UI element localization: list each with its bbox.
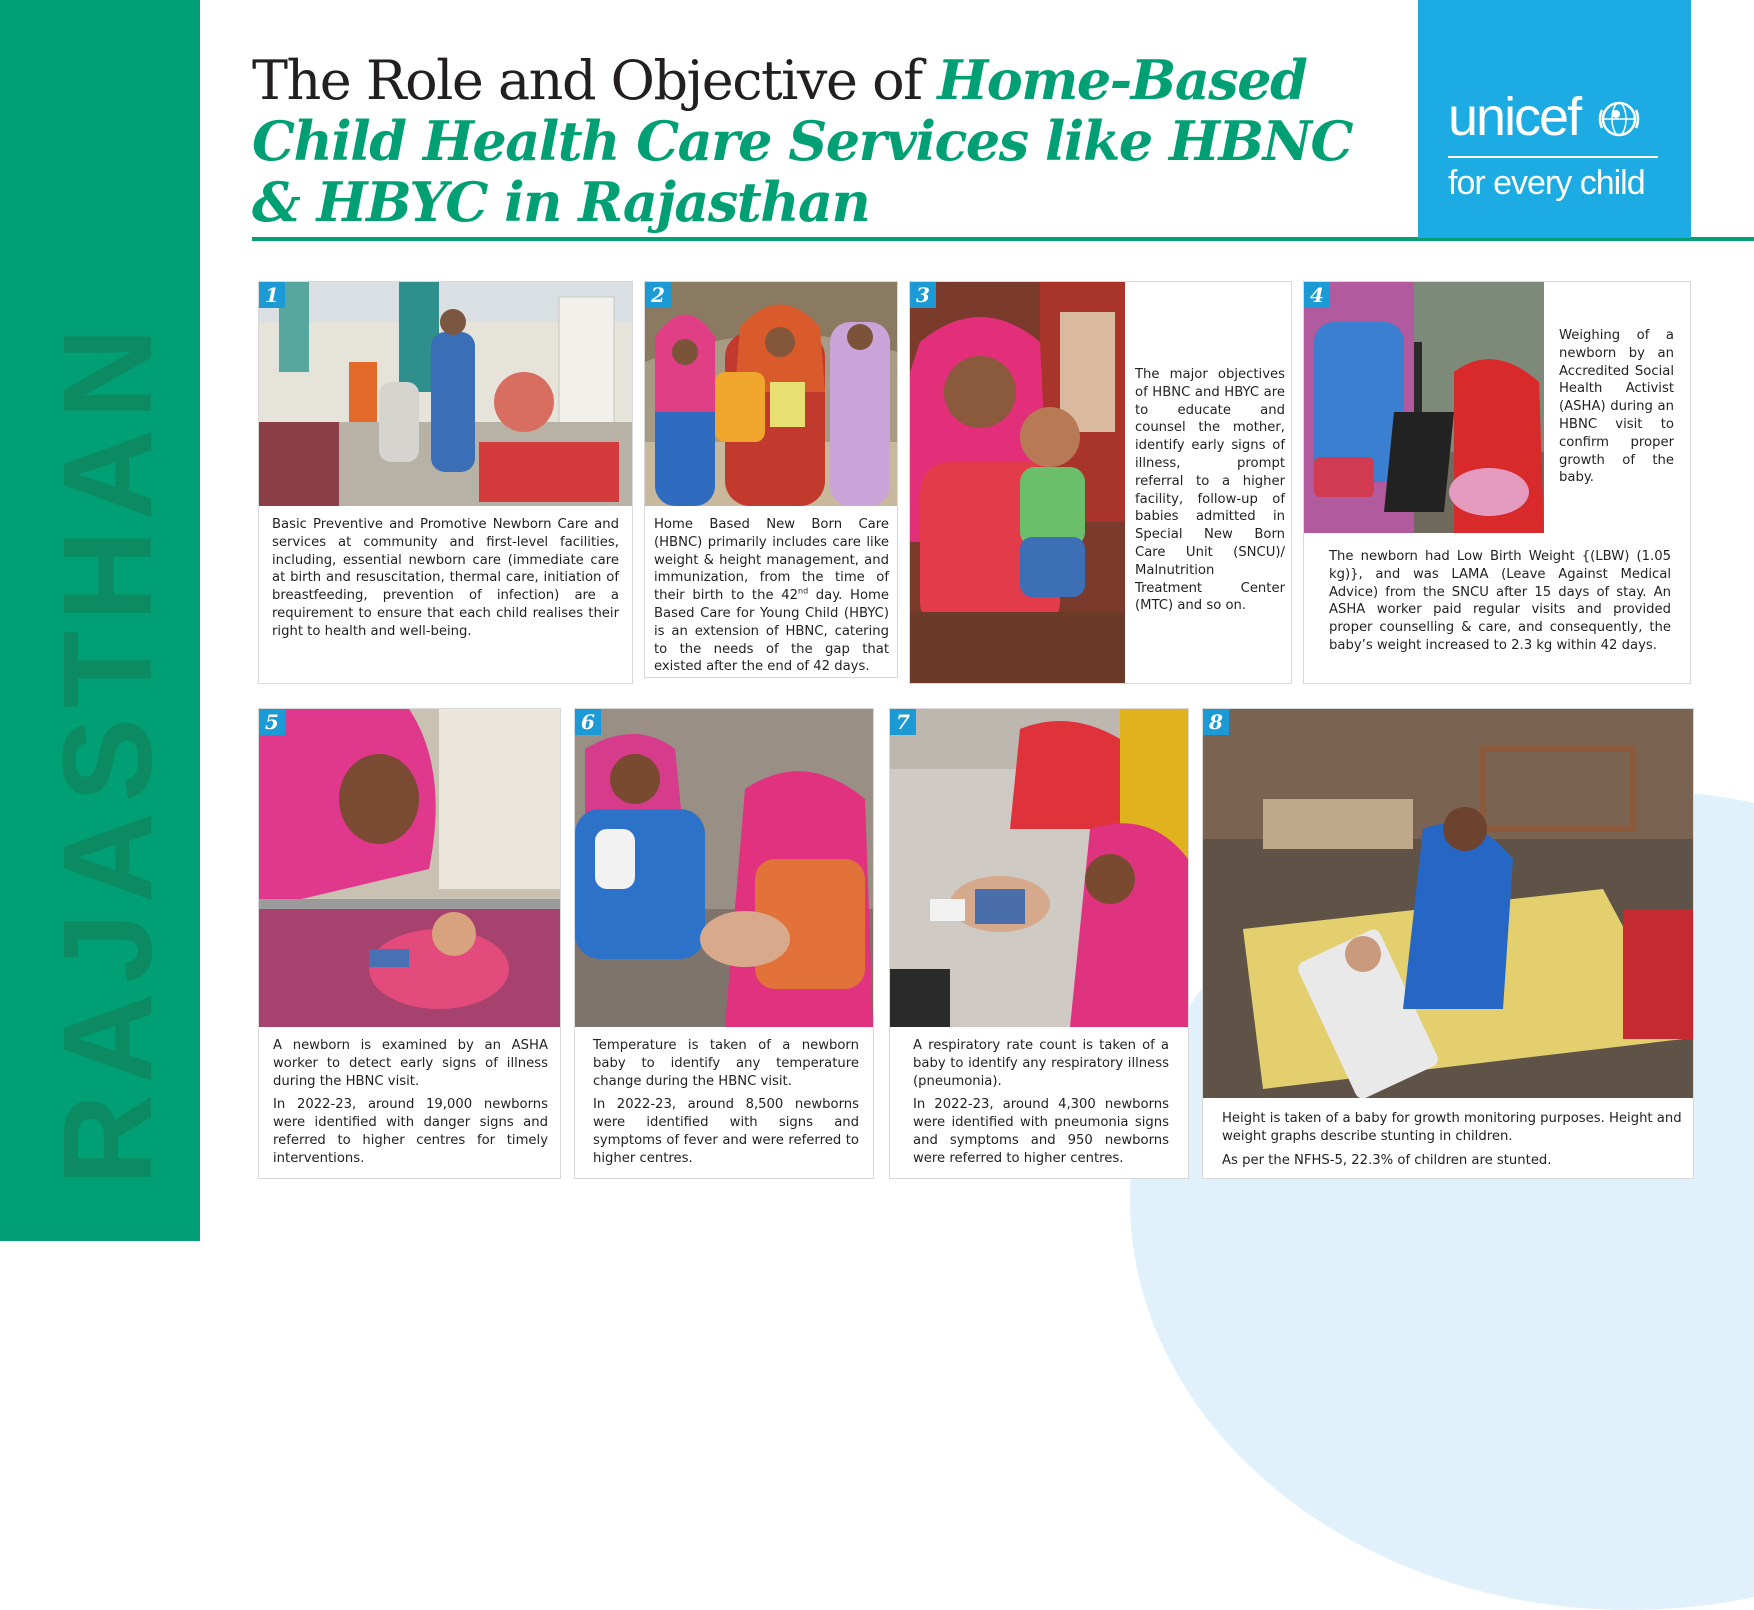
card-3-paragraph-1: The major objectives of HBNC and HBYC are to educate and counsel the mother, identify early signs of illness, prompt referral to a higher facility, follow-up of babies admitted in Special New Born Care Unit (SNCU)/ Malnutrition Treatment Center (MTC) and so on. — [1135, 367, 1285, 614]
page-title — [252, 50, 1402, 233]
card-1-text — [272, 516, 619, 647]
card-8 — [1202, 708, 1694, 1179]
unicef-emblem-icon — [1596, 96, 1642, 142]
card-7-paragraph-2: In 2022-23, around 4,300 newborns were identified with pneumonia signs and symptoms and 950 newborns were referred to higher centres. — [913, 1097, 1169, 1166]
height-measurement-photo — [1203, 709, 1693, 1098]
title-highlight: Home-Based Child Health Care Services like HBNC & HBYC in Rajasthan — [252, 48, 1353, 234]
card-4-paragraph-1: The newborn had Low Birth Weight {(LBW) (1.05 kg)}, and was LAMA (Leave Against Medical Advice) from the SNCU after 15 days of stay. An ASHA worker paid regular visits and provided proper counselling & care, and consequently, the baby’s weight increased to 2.3 kg within 42 days. — [1329, 549, 1671, 653]
title-plain: The Role and Objective of — [252, 49, 938, 112]
sidebar-label: RAJASTHAN — [37, 317, 178, 1185]
card-7-text — [913, 1037, 1169, 1174]
card-5 — [258, 708, 561, 1179]
mother-with-toddler-photo — [910, 282, 1125, 683]
card-2 — [644, 281, 898, 678]
card-8-number: 8 — [1203, 709, 1229, 735]
card-2-paragraph-1 — [654, 516, 889, 676]
card-4-number: 4 — [1304, 282, 1330, 308]
card-1-paragraph-1: Basic Preventive and Promotive Newborn Care and services at community and first-level facilities, including, essential newborn care (immediate care at birth and resuscitation, thermal care, initiation of breastfeeding, prevention of infection) are a requirement to ensure that each child realises their right to health and well-being. — [272, 517, 619, 639]
card-2-text — [654, 516, 889, 682]
card-2-text-superscript: nd — [798, 586, 809, 596]
card-5-paragraph-2: In 2022-23, around 19,000 newborns were identified with danger signs and referred to higher centres for timely interventions. — [273, 1097, 548, 1166]
card-4-caption — [1559, 327, 1674, 493]
card-6 — [574, 708, 874, 1179]
temperature-check-photo — [575, 709, 873, 1027]
respiratory-count-photo — [890, 709, 1188, 1027]
card-8-text — [1222, 1110, 1682, 1175]
asha-weighing-newborn-photo — [1304, 282, 1544, 533]
asha-examining-newborn-photo — [259, 709, 560, 1027]
card-2-text-end: day. Home Based Care for Young Child (HBYC) is an extension of HBNC, catering to the needs of the gap that existed after the end of 42 days. — [654, 588, 889, 675]
card-6-text — [593, 1037, 859, 1174]
card-4-text — [1329, 548, 1671, 661]
card-5-number: 5 — [259, 709, 285, 735]
card-7-paragraph-1: A respiratory rate count is taken of a baby to identify any respiratory illness (pneumonia). — [913, 1038, 1169, 1089]
card-3-number: 3 — [910, 282, 936, 308]
card-6-paragraph-1: Temperature is taken of a newborn baby to identify any temperature change during the HBNC visit. — [593, 1038, 859, 1089]
card-7 — [889, 708, 1189, 1179]
logo-wordmark: unicef — [1448, 87, 1581, 147]
card-5-paragraph-1: A newborn is examined by an ASHA worker to detect early signs of illness during the HBNC visit. — [273, 1038, 548, 1089]
card-4-caption-text: Weighing of a newborn by an Accredited Social Health Activist (ASHA) during an HBNC visit to confirm proper growth of the baby. — [1559, 328, 1674, 486]
card-1-number: 1 — [259, 282, 285, 308]
card-2-number: 2 — [645, 282, 671, 308]
mothers-with-child-photo — [645, 282, 897, 506]
card-8-paragraph-1: Height is taken of a baby for growth monitoring purposes. Height and weight graphs describe stunting in children. — [1222, 1111, 1682, 1144]
sidebar — [0, 0, 200, 1241]
card-2-text-start: Home Based New Born Care (HBNC) primarily includes care like weight & height management, and immunization, from the time of their birth to the 42 — [654, 517, 889, 604]
card-7-number: 7 — [890, 709, 916, 735]
newborn-care-ward-photo — [259, 282, 632, 506]
card-5-text — [273, 1037, 548, 1174]
card-8-paragraph-2: As per the NFHS-5, 22.3% of children are stunted. — [1222, 1152, 1552, 1168]
card-1 — [258, 281, 633, 684]
logo-separator — [1448, 156, 1658, 158]
unicef-logo — [1418, 0, 1691, 238]
card-6-paragraph-2: In 2022-23, around 8,500 newborns were identified with signs and symptoms of fever and were referred to higher centres. — [593, 1097, 859, 1166]
card-4 — [1303, 281, 1691, 684]
card-3-text — [1135, 366, 1285, 621]
card-3 — [909, 281, 1292, 684]
card-6-number: 6 — [575, 709, 601, 735]
logo-tagline: for every child — [1448, 164, 1645, 202]
